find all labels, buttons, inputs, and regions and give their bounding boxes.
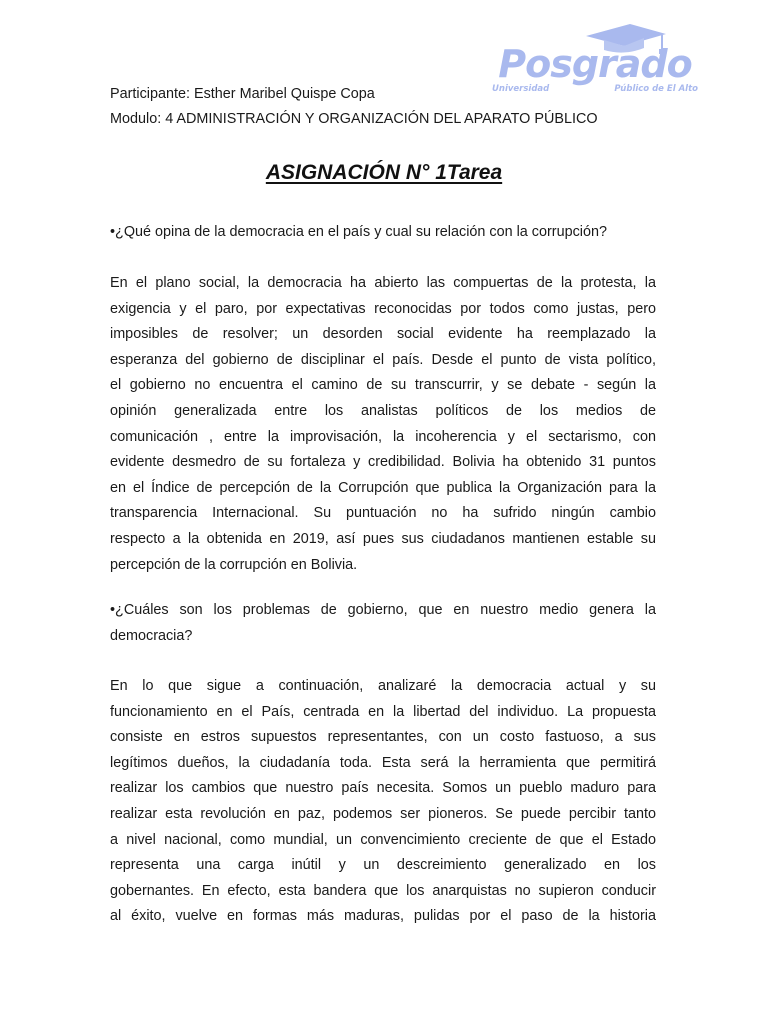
module-line: Modulo: 4 ADMINISTRACIÓN Y ORGANIZACIÓN DEL APARATO PÚBLICO (110, 111, 598, 127)
answer-line: percepción de la corrupción en Bolivia. (110, 556, 358, 573)
answer-line: En el plano social, la democracia ha abierto las compuertas de la protesta, la (110, 275, 656, 291)
answer-line: funcionamiento en el País, centrada en la libertad del individuo. La propuesta (110, 703, 656, 720)
answer-line: transparencia Internacional. Su puntuación no ha sufrido ningún cambio (110, 505, 656, 522)
answer-line: realizar los cambios que nuestro país necesita. Somos un pueblo maduro para (110, 780, 656, 797)
answer-line: evidente desmedro de su fortaleza y credibilidad. Bolivia ha obtenido 31 puntos (110, 454, 656, 471)
question-2 (110, 598, 656, 649)
answer-line: comunicación , entre la improvisación, la incoherencia y el sectarismo, con (110, 428, 656, 445)
posgrado-logo (490, 22, 700, 97)
answer-2 (110, 674, 656, 930)
answer-line: En lo que sigue a continuación, analizaré la democracia actual y su (110, 678, 656, 694)
logo-sub-right: Público de El Alto (614, 84, 698, 94)
answer-line: esperanza del gobierno de disciplinar el país. Desde el punto de vista político, (110, 351, 656, 368)
answer-line: representa una carga inútil y un descreimiento generalizado en los (110, 857, 656, 874)
question-line: •¿Cuáles son los problemas de gobierno, que en nuestro medio genera la (110, 602, 656, 618)
answer-line: en el Índice de percepción de la Corrupción que publica la Organización para la (110, 479, 656, 496)
answer-line: el gobierno no encuentra el camino de su transcurrir, y se debate - según la (110, 377, 656, 394)
answer-line: a nivel nacional, como mundial, un convencimiento creciente de que el Estado (110, 831, 656, 848)
answer-line: gobernantes. En efecto, esta bandera que los anarquistas no supieron conducir (110, 882, 656, 899)
answer-line: imposibles de resolver; un desorden social evidente ha reemplazado la (110, 326, 656, 343)
answer-line: exigencia y el paro, por expectativas reconocidas por todos como justas, pero (110, 300, 656, 317)
question-line: •¿Qué opina de la democracia en el país y cual su relación con la corrupción? (110, 224, 607, 240)
answer-1 (110, 271, 656, 578)
answer-line: respecto a la obtenida en 2019, así pues sus ciudadanos mantienen estable su (110, 530, 656, 547)
logo-sub-left: Universidad (492, 84, 550, 94)
participant-line: Participante: Esther Maribel Quispe Copa (110, 86, 375, 102)
answer-line: legítimos dueños, la ciudadanía toda. Esta será la herramienta que permitirá (110, 754, 656, 771)
logo-subtitle (490, 84, 700, 94)
answer-line: opinión generalizada entre los analistas políticos de los medios de (110, 402, 656, 419)
question-1 (110, 220, 656, 246)
answer-line: realizar esta revolución en paz, podemos ser pioneros. Se puede percibir tanto (110, 805, 656, 822)
logo-wordmark: Posgrado (498, 42, 692, 86)
answer-line: consiste en estros supuestos representantes, con un costo fastuoso, a sus (110, 729, 656, 746)
assignment-title: ASIGNACIÓN N° 1Tarea (265, 161, 503, 184)
question-line: democracia? (110, 627, 193, 644)
answer-line: al éxito, vuelve en formas más maduras, pulidas por el paso de la historia (110, 908, 656, 925)
